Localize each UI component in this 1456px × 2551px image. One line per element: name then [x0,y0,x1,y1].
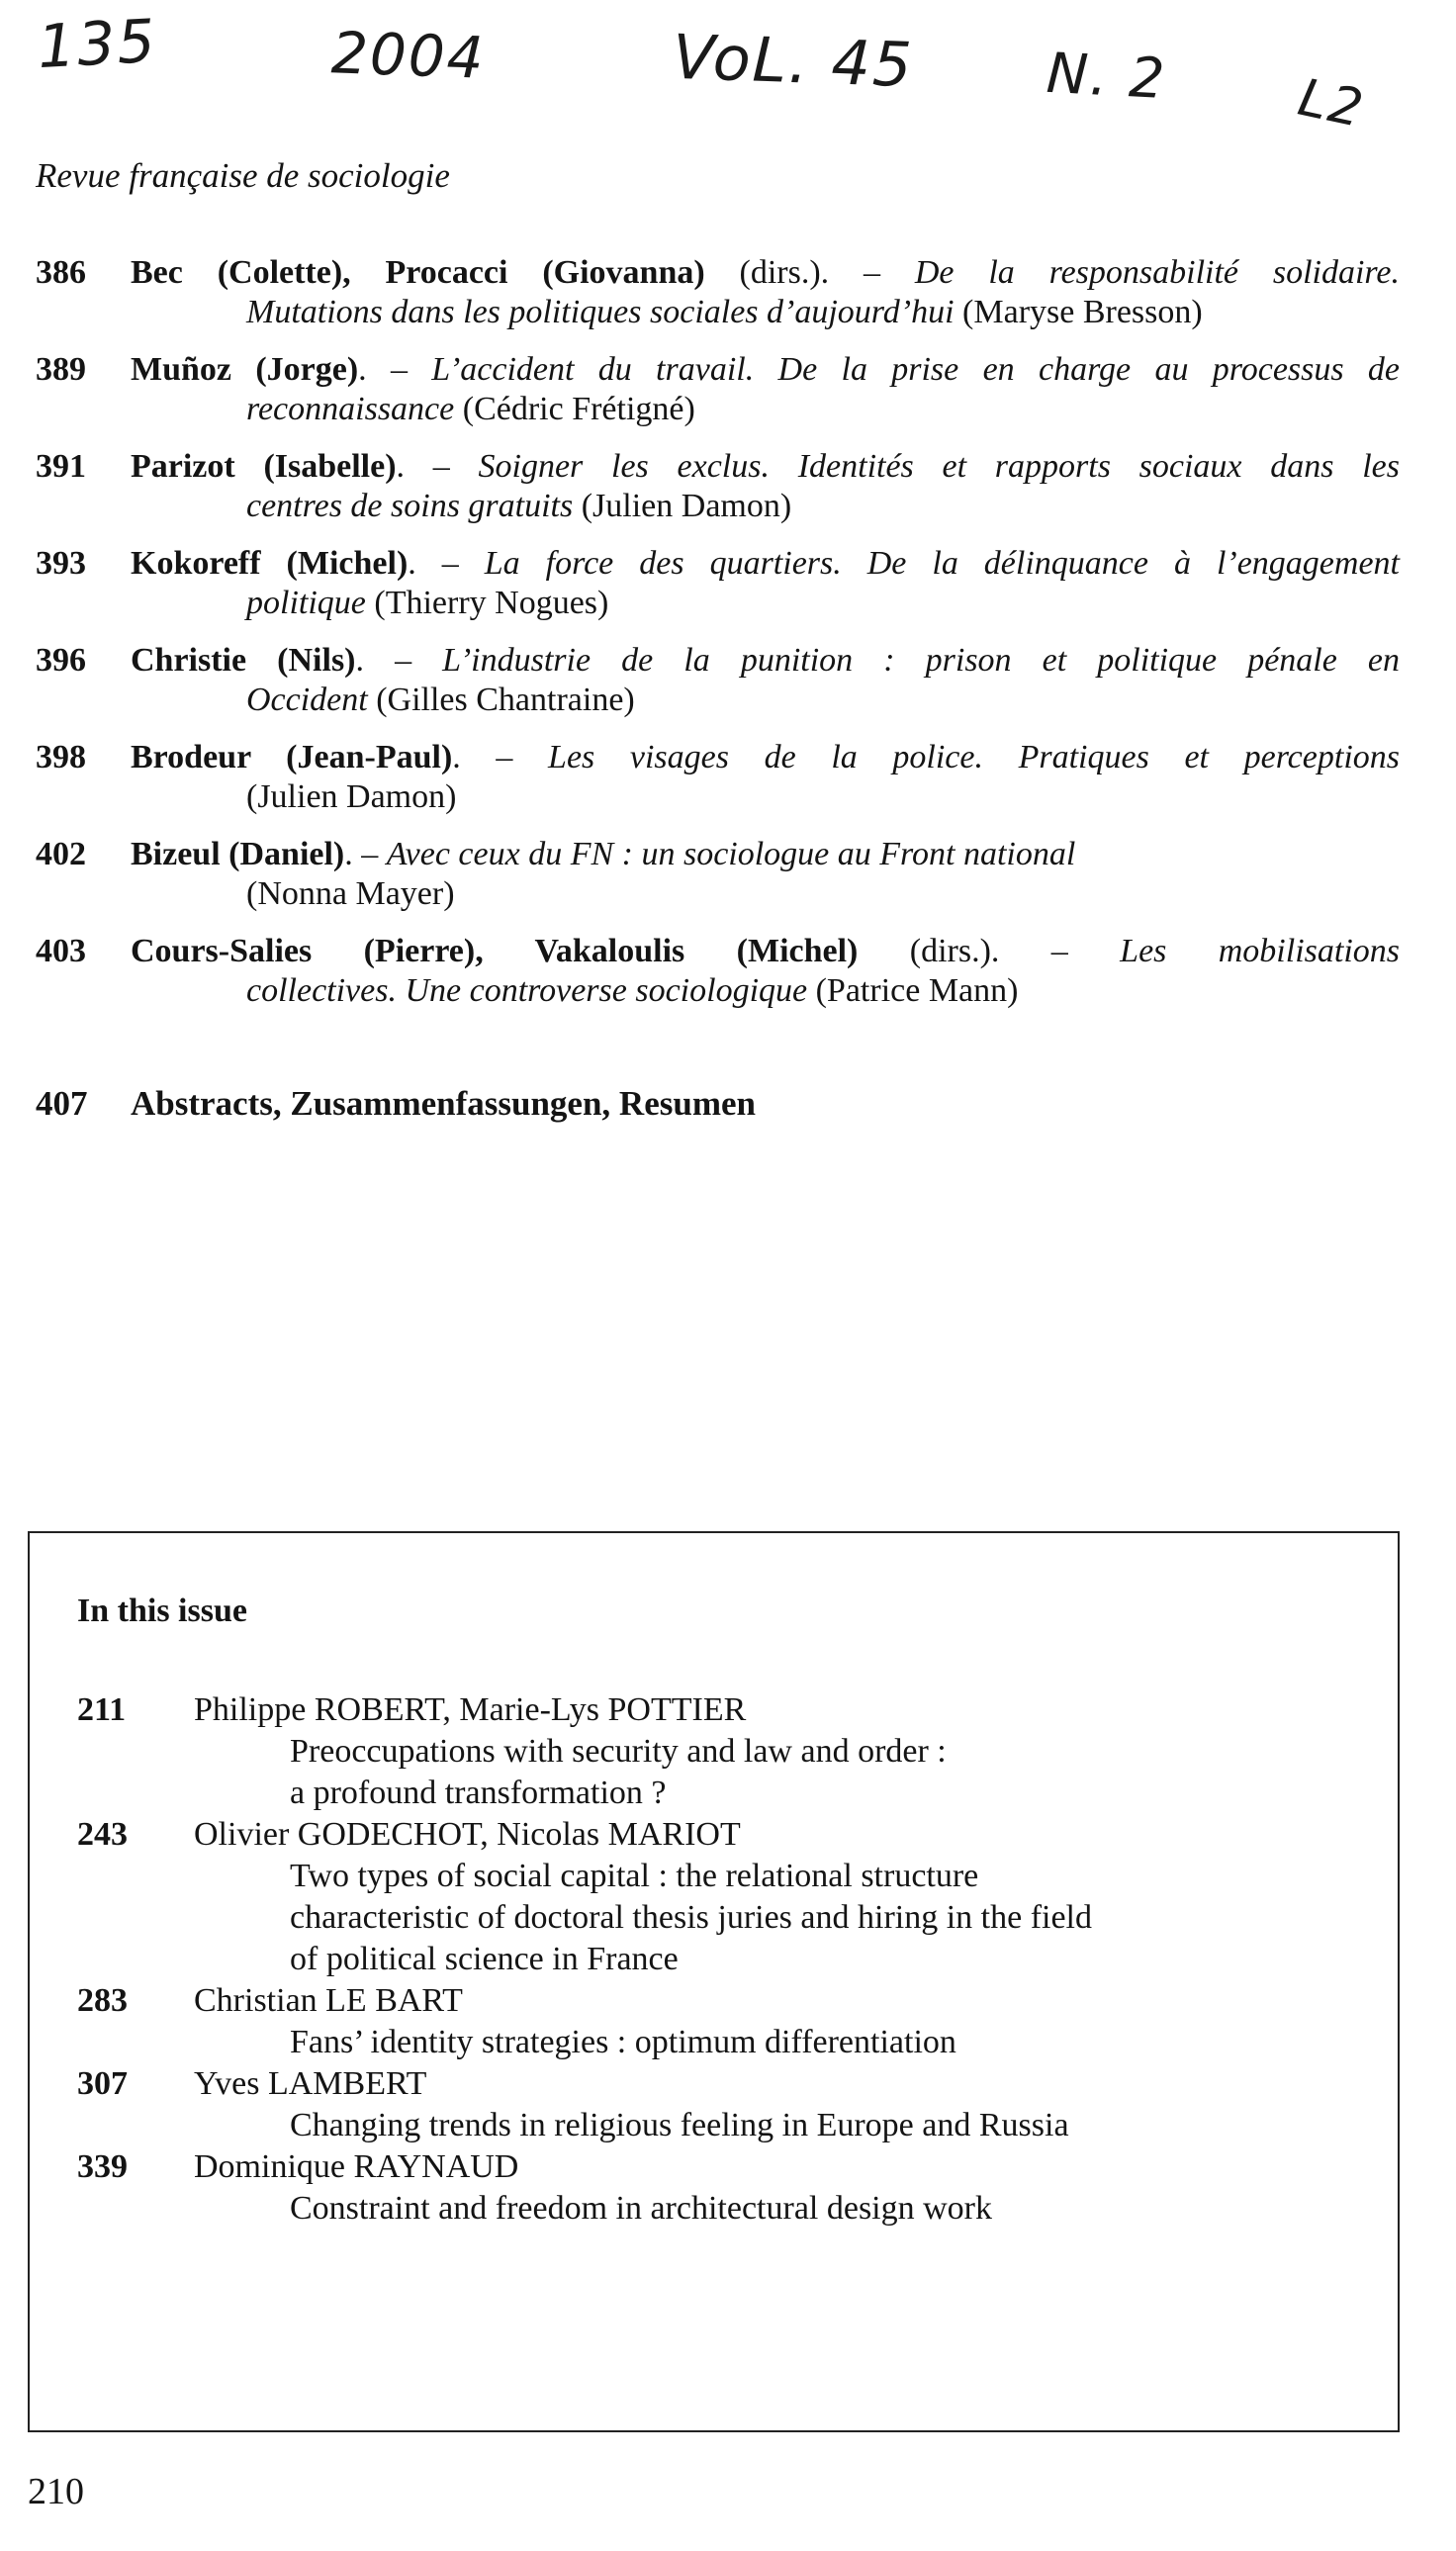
issue-page-number: 211 [77,1691,127,1728]
toc-line [131,447,1400,487]
toc-prefix: (dirs.). – [704,254,915,291]
toc-line [131,544,1400,584]
journal-title: Revue française de sociologie [36,156,450,195]
issue-title-line: Changing trends in religious feeling in Europe and Russia [290,2107,1069,2143]
toc-title: collectives. Une controverse sociologique [246,972,808,1009]
issue-authors: Yves LAMBERT [194,2065,427,2102]
toc-line [131,253,1400,293]
toc-authors: Bec (Colette), Procacci (Giovanna) [131,254,705,291]
toc-reviewer: (Thierry Nogues) [365,585,609,621]
toc-line [246,681,635,720]
issue-entry [77,1814,1363,1980]
issue-title-line: characteristic of doctoral thesis juries and hiring in the field [290,1899,1093,1936]
toc-entry [36,544,1401,641]
toc-prefix: (dirs.). – [858,933,1121,969]
toc-title: Avec ceux du FN : un sociologue au Front national [386,836,1076,872]
toc-title: centres de soins gratuits [246,488,574,524]
toc-entry [36,447,1401,544]
toc-line [131,932,1400,971]
toc-authors: Cours-Salies (Pierre), Vakaloulis (Michel) [131,933,859,969]
toc-entry [36,641,1401,738]
toc-entry [36,738,1401,835]
issue-heading: In this issue [77,1593,247,1629]
toc-page-number: 402 [36,836,86,872]
toc-title: L’industrie de la punition : prison et politique pénale en [442,642,1400,679]
toc-line [246,584,608,623]
toc-reviewer: (Nonna Mayer) [246,875,455,912]
page-number: 210 [28,2471,84,2512]
toc-line [131,835,1400,874]
handwritten-note: 135 [36,6,159,83]
toc-prefix: . – [358,351,432,388]
issue-title-line: Two types of social capital : the relational structure [290,1858,979,1894]
toc-line [246,874,455,914]
issue-authors: Philippe ROBERT, Marie-Lys POTTIER [194,1691,747,1728]
toc-page-number: 391 [36,448,86,485]
abstracts-label: Abstracts, Zusammenfassungen, Resumen [131,1084,756,1123]
toc-reviewer: (Julien Damon) [573,488,792,524]
handwritten-note: L2 [1293,67,1370,140]
toc-prefix: . – [344,836,387,872]
abstracts-page-number: 407 [36,1084,88,1123]
issue-title-line: Constraint and freedom in architectural design work [290,2190,992,2227]
abstracts-entry [36,1084,756,1124]
toc-title: De la responsabilité solidaire. [914,254,1400,291]
toc-prefix: . – [408,545,485,582]
toc-line [246,487,791,526]
issue-title-line: Fans’ identity strategies : optimum differentiation [290,2024,956,2060]
toc-reviewer: (Gilles Chantraine) [367,682,635,718]
toc-title: Occident [246,682,368,718]
toc-title: Les mobilisations [1120,933,1401,969]
toc-line [131,641,1400,681]
issue-title-line: a profound transformation ? [290,1775,667,1811]
toc-title: reconnaissance [246,391,455,427]
toc-prefix: . – [452,739,549,775]
handwritten-note: N. 2 [1045,41,1168,113]
issue-entry [77,1980,1363,2063]
toc-page-number: 393 [36,545,86,582]
issue-page-number: 307 [77,2065,128,2102]
toc-authors: Bizeul (Daniel) [131,836,345,872]
toc-page-number: 389 [36,351,86,388]
toc-reviewer: (Maryse Bresson) [954,294,1203,330]
toc-page-number: 396 [36,642,86,679]
toc-reviewer: (Patrice Mann) [807,972,1019,1009]
issue-authors: Christian LE BART [194,1982,463,2019]
issue-title-line: Preoccupations with security and law and order : [290,1733,947,1770]
issue-page-number: 283 [77,1982,128,2019]
toc-line [246,777,456,817]
toc-page-number: 386 [36,254,86,291]
toc-authors: Brodeur (Jean-Paul) [131,739,453,775]
issue-title-line: of political science in France [290,1941,679,1977]
issue-list [77,1689,1363,2230]
toc-authors: Kokoreff (Michel) [131,545,409,582]
toc-line [131,350,1400,390]
toc-prefix: . – [355,642,443,679]
toc-line [246,293,1203,332]
in-this-issue-box [28,1531,1400,2432]
toc-reviewer: (Cédric Frétigné) [454,391,695,427]
toc-entry [36,932,1401,1029]
toc-title: Les visages de la police. Pratiques et perceptions [548,739,1400,775]
toc-line [246,390,695,429]
toc-authors: Parizot (Isabelle) [131,448,397,485]
toc-reviewer: (Julien Damon) [246,778,457,815]
toc-entry [36,253,1401,350]
toc-title: La force des quartiers. De la délinquance à l’engagement [484,545,1400,582]
issue-authors: Olivier GODECHOT, Nicolas MARIOT [194,1816,741,1853]
toc-title: L’accident du travail. De la prise en charge au processus de [431,351,1401,388]
issue-page-number: 243 [77,1816,128,1853]
toc-entry [36,350,1401,447]
toc-prefix: . – [396,448,479,485]
toc-title: Soigner les exclus. Identités et rapports sociaux dans les [478,448,1400,485]
toc-authors: Christie (Nils) [131,642,356,679]
toc-entry [36,835,1401,932]
issue-entry [77,1689,1363,1814]
toc-page-number: 398 [36,739,86,775]
issue-authors: Dominique RAYNAUD [194,2148,519,2185]
handwritten-note: VoL. 45 [671,20,915,102]
toc-line [131,738,1400,777]
toc-title: politique [246,585,366,621]
toc-list [36,253,1401,1029]
issue-entry [77,2063,1363,2146]
toc-line [246,971,1018,1011]
issue-page-number: 339 [77,2148,128,2185]
toc-authors: Muñoz (Jorge) [131,351,359,388]
handwritten-note: 2004 [329,19,487,92]
toc-page-number: 403 [36,933,86,969]
issue-entry [77,2146,1363,2230]
toc-title: Mutations dans les politiques sociales d’aujourd’hui [246,294,955,330]
